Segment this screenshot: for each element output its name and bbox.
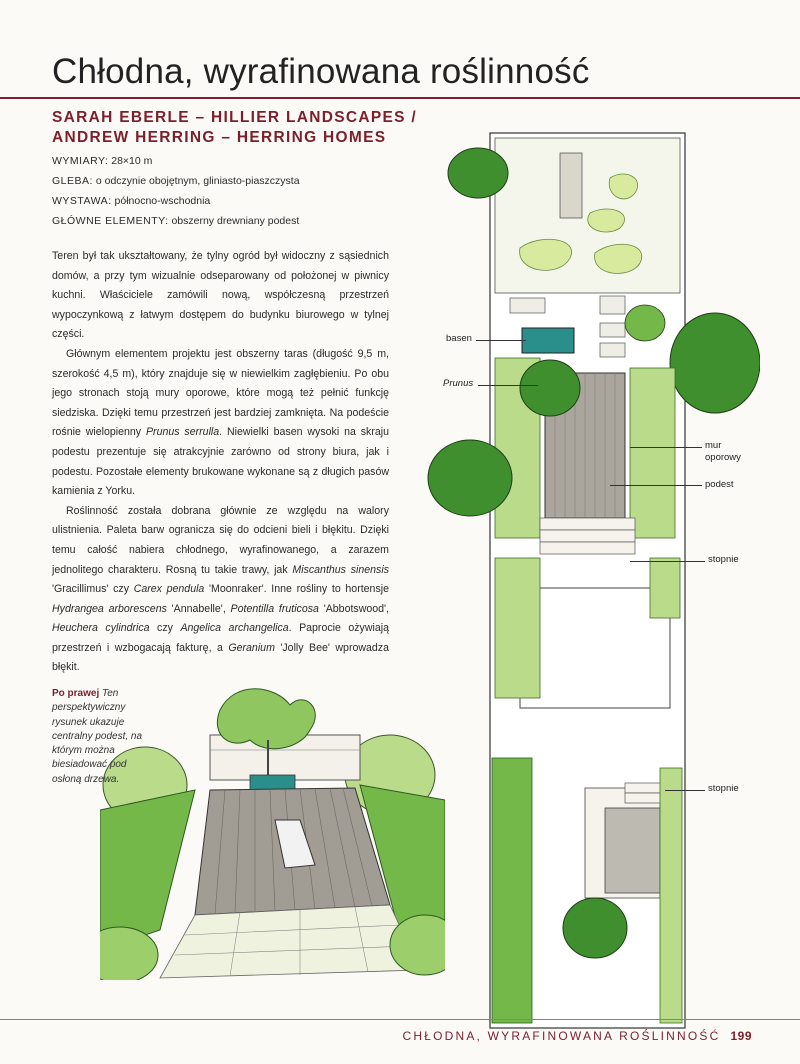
label-prunus: Prunus — [443, 378, 474, 389]
hedge-right — [630, 368, 675, 538]
title-divider — [0, 97, 800, 99]
authors-heading — [52, 108, 417, 148]
prunus-tree — [520, 360, 580, 416]
paragraph-2: Głównym elementem projektu jest obszerny taras (długość 9,5 m, szerokość 4,5 m), który znajduje się w niewielkim zagłębieniu. Po obu jego stronach stoją mury oporowe, które mogą też pełnić funkcję siedziska. Dzięki temu przestrzeń jest bardziej zamknięta. Na podeście rośnie wielopienny Prunus serrulla. Niewielki basen wysoki na skraju podestu prezentuje się atrakcyjnie zarówno od strony biura, jak i podestu. Pozostałe elementy brukowane wykonane są z długich pasów kamienia z Yorku. — [52, 347, 389, 498]
stepping-blob-2 — [588, 209, 625, 232]
authors-line-1: SARAH EBERLE – HILLIER LANDSCAPES / — [52, 109, 418, 126]
top-paving — [560, 153, 582, 218]
page-number: 199 — [730, 1029, 752, 1043]
label-stopnie-1: stopnie — [708, 554, 739, 565]
fact-soil: GLEBA: o odczynie obojętnym, gliniasto-piaszczysta — [52, 175, 300, 187]
running-title: CHŁODNA, WYRAFINOWANA ROŚLINNOŚĆ — [402, 1029, 721, 1043]
footer-divider — [0, 1019, 800, 1020]
paragraph-3: Roślinność została dobrana głównie ze względu na walory ulistnienia. Paleta barw ogranicza się do odcieni bieli i błękitu. Dzięki temu całość nabiera chłodnego, wyrafinowanego, a zarazem jednolitego charakteru. Rosną tu takie trawy, jak Miscanthus sinensis 'Gracillimus' czy Carex pendula 'Moonraker'. Inne rośliny to hortensje Hydrangea arborescens 'Annabelle', Potentilla fruticosa 'Abbotswood', Heuchera cylindrica czy Angelica archangelica. Paprocie ożywiają przestrzeń i wzbogacają fakturę, a Geranium 'Jolly Bee' wprowadza błękit. — [52, 504, 389, 674]
lawn — [520, 588, 670, 708]
leader-stopnie-2 — [665, 790, 705, 791]
hedge-left — [100, 790, 195, 950]
hedge-right-low — [660, 768, 682, 1023]
leader-basen — [476, 340, 526, 341]
page-footer — [402, 1029, 752, 1043]
label-basen: basen — [446, 333, 472, 344]
perspective-sketch — [100, 680, 445, 980]
paragraph-1: Teren był tak ukształtowany, że tylny ogród był widoczny z sąsiednich domów, a przy tym wizualnie odseparowany od położonej w piwnicy kuchni. Właściciele zamówili nową, współczesną przestrzeń wypoczynkową z łatwym dostępem do budynku biurowego w tylnej części. — [52, 250, 389, 341]
tree-lower — [563, 898, 627, 958]
figure-caption: Po prawej Ten perspektywiczny rysunek ukazuje centralny podest, na którym można biesiadować pod osłoną drzewa. — [52, 688, 143, 785]
fact-exposure: WYSTAWA: północno-wschodnia — [52, 195, 211, 207]
leader-stopnie-1 — [630, 561, 705, 562]
steps-lower — [625, 783, 665, 803]
pool — [522, 328, 574, 353]
page-title: Chłodna, wyrafinowana roślinność — [52, 52, 590, 91]
gravel-area — [495, 138, 680, 293]
label-podest: podest — [705, 479, 734, 490]
leader-podest — [610, 485, 702, 486]
stepping-blob-4 — [595, 244, 642, 273]
steps-upper — [540, 518, 635, 554]
label-stopnie-2: stopnie — [708, 783, 739, 794]
tree-left-large — [428, 440, 512, 516]
fact-main-elements: GŁÓWNE ELEMENTY: obszerny drewniany podest — [52, 215, 300, 227]
label-mur: mur oporowy — [705, 440, 741, 463]
shrub-right — [625, 305, 665, 341]
leader-mur — [630, 447, 702, 448]
hedge-left-mid — [495, 558, 540, 698]
paving — [160, 905, 420, 978]
garden-plan — [420, 118, 760, 1038]
shrub-front-left — [100, 927, 158, 980]
leader-prunus — [478, 385, 538, 386]
tree-right-large — [670, 313, 760, 413]
tree-top-left — [448, 148, 508, 198]
hedge-right-mid — [650, 558, 680, 618]
tree-foliage — [217, 689, 315, 749]
article-body — [52, 247, 389, 678]
authors-line-2: ANDREW HERRING – HERRING HOMES — [52, 129, 387, 146]
fact-dimensions: WYMIARY: 28×10 m — [52, 155, 153, 167]
lower-deck — [605, 808, 660, 893]
facts-list — [52, 151, 300, 231]
hedge-left-low — [492, 758, 532, 1023]
